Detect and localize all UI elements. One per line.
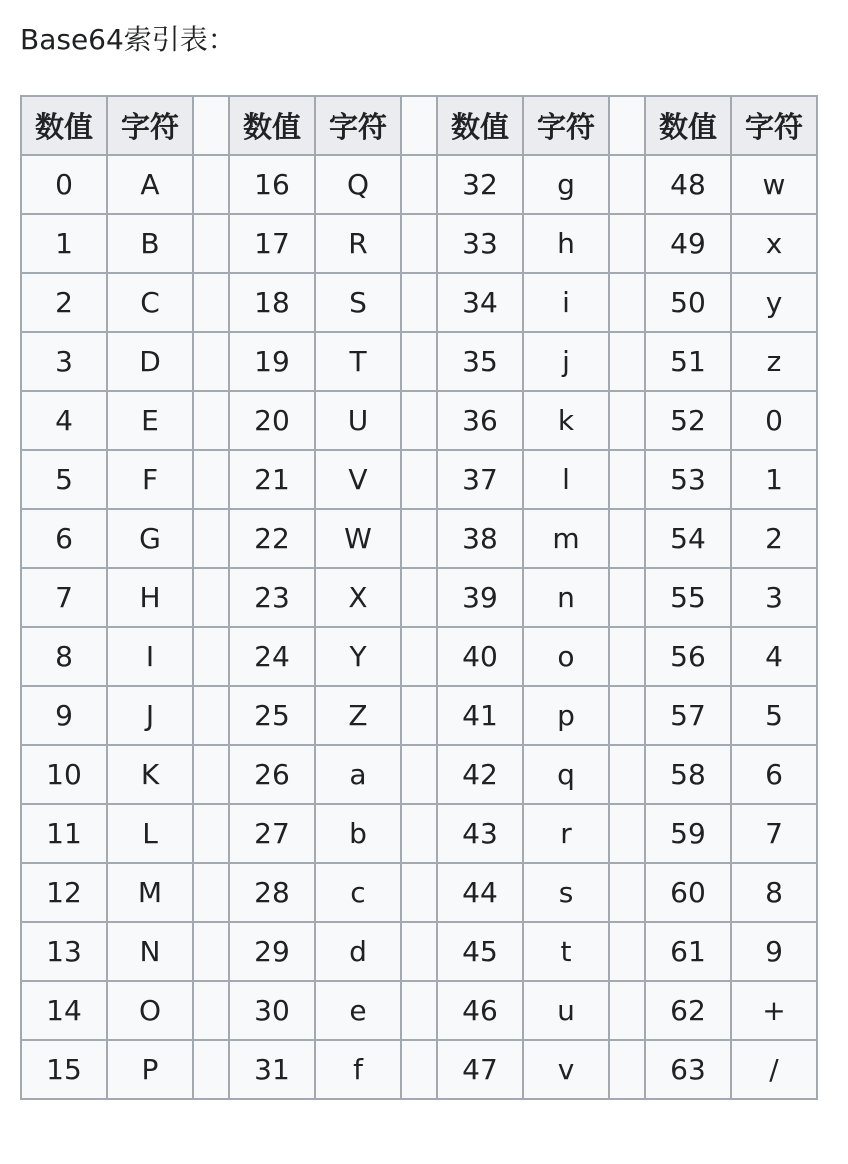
column-gap [401,450,437,509]
column-gap [609,96,645,155]
cell-value: 28 [229,863,315,922]
cell-value: 62 [645,981,731,1040]
cell-value: 13 [21,922,107,981]
cell-char: f [315,1040,401,1099]
column-gap [609,155,645,214]
cell-char: e [315,981,401,1040]
cell-value: 43 [437,804,523,863]
column-gap [609,391,645,450]
cell-char: 6 [731,745,817,804]
column-gap [401,332,437,391]
column-gap [609,981,645,1040]
cell-value: 20 [229,391,315,450]
cell-value: 39 [437,568,523,627]
table-header-row [21,96,817,155]
cell-char: N [107,922,193,981]
column-gap [193,568,229,627]
cell-value: 51 [645,332,731,391]
cell-char: j [523,332,609,391]
cell-value: 24 [229,627,315,686]
column-gap [193,391,229,450]
cell-value: 55 [645,568,731,627]
cell-char: 0 [731,391,817,450]
column-gap [609,863,645,922]
table-row [21,1040,817,1099]
base64-index-table [20,95,818,1100]
cell-value: 18 [229,273,315,332]
cell-value: 30 [229,981,315,1040]
cell-char: O [107,981,193,1040]
cell-char: S [315,273,401,332]
column-gap [609,804,645,863]
column-gap [609,686,645,745]
cell-value: 63 [645,1040,731,1099]
cell-value: 10 [21,745,107,804]
cell-value: 19 [229,332,315,391]
column-gap [401,745,437,804]
page-title: Base64索引表： [20,23,236,56]
cell-char: 5 [731,686,817,745]
cell-value: 0 [21,155,107,214]
table-row [21,155,817,214]
cell-char: 8 [731,863,817,922]
column-gap [401,273,437,332]
cell-value: 61 [645,922,731,981]
cell-value: 53 [645,450,731,509]
cell-value: 47 [437,1040,523,1099]
cell-value: 27 [229,804,315,863]
cell-char: v [523,1040,609,1099]
cell-char: Z [315,686,401,745]
cell-char: U [315,391,401,450]
cell-char: w [731,155,817,214]
cell-value: 7 [21,568,107,627]
cell-value: 3 [21,332,107,391]
column-gap [193,96,229,155]
column-gap [401,1040,437,1099]
cell-value: 58 [645,745,731,804]
table-row [21,214,817,273]
cell-value: 60 [645,863,731,922]
cell-char: I [107,627,193,686]
cell-char: g [523,155,609,214]
table-row [21,981,817,1040]
cell-value: 56 [645,627,731,686]
cell-value: 15 [21,1040,107,1099]
table-row [21,509,817,568]
cell-char: 9 [731,922,817,981]
cell-char: 7 [731,804,817,863]
column-gap [193,332,229,391]
cell-char: W [315,509,401,568]
cell-value: 6 [21,509,107,568]
cell-char: H [107,568,193,627]
table-row [21,273,817,332]
cell-char: F [107,450,193,509]
cell-value: 11 [21,804,107,863]
cell-value: 16 [229,155,315,214]
cell-char: J [107,686,193,745]
table-row [21,627,817,686]
column-gap [401,155,437,214]
column-gap [193,450,229,509]
cell-value: 1 [21,214,107,273]
cell-char: L [107,804,193,863]
column-gap [193,745,229,804]
header-value: 数值 [437,96,523,155]
cell-value: 12 [21,863,107,922]
column-gap [401,627,437,686]
column-gap [401,214,437,273]
column-gap [609,627,645,686]
cell-value: 44 [437,863,523,922]
column-gap [401,686,437,745]
cell-value: 33 [437,214,523,273]
column-gap [401,804,437,863]
cell-char: 2 [731,509,817,568]
cell-value: 29 [229,922,315,981]
cell-char: t [523,922,609,981]
cell-value: 52 [645,391,731,450]
column-gap [609,450,645,509]
column-gap [609,214,645,273]
column-gap [609,568,645,627]
cell-value: 31 [229,1040,315,1099]
cell-value: 49 [645,214,731,273]
cell-char: T [315,332,401,391]
cell-value: 32 [437,155,523,214]
table-row [21,391,817,450]
column-gap [401,391,437,450]
column-gap [193,155,229,214]
cell-char: R [315,214,401,273]
cell-value: 59 [645,804,731,863]
cell-value: 9 [21,686,107,745]
cell-char: A [107,155,193,214]
cell-char: C [107,273,193,332]
cell-char: 1 [731,450,817,509]
cell-char: l [523,450,609,509]
column-gap [193,509,229,568]
table-row [21,332,817,391]
cell-value: 50 [645,273,731,332]
cell-value: 35 [437,332,523,391]
cell-char: / [731,1040,817,1099]
cell-char: z [731,332,817,391]
table-row [21,804,817,863]
column-gap [609,509,645,568]
cell-value: 25 [229,686,315,745]
column-gap [193,922,229,981]
cell-value: 48 [645,155,731,214]
cell-char: 3 [731,568,817,627]
cell-char: Y [315,627,401,686]
cell-char: c [315,863,401,922]
cell-char: B [107,214,193,273]
cell-char: s [523,863,609,922]
column-gap [193,627,229,686]
cell-value: 45 [437,922,523,981]
column-gap [401,96,437,155]
cell-value: 36 [437,391,523,450]
cell-char: P [107,1040,193,1099]
cell-char: V [315,450,401,509]
column-gap [401,568,437,627]
cell-value: 34 [437,273,523,332]
cell-char: G [107,509,193,568]
header-value: 数值 [645,96,731,155]
cell-value: 40 [437,627,523,686]
cell-value: 4 [21,391,107,450]
cell-value: 5 [21,450,107,509]
cell-char: K [107,745,193,804]
cell-char: a [315,745,401,804]
cell-value: 2 [21,273,107,332]
column-gap [609,1040,645,1099]
cell-value: 21 [229,450,315,509]
table-row [21,745,817,804]
cell-char: D [107,332,193,391]
table-body [21,155,817,1099]
cell-char: y [731,273,817,332]
cell-char: o [523,627,609,686]
column-gap [401,863,437,922]
cell-char: 4 [731,627,817,686]
table-row [21,863,817,922]
header-char: 字符 [523,96,609,155]
column-gap [609,273,645,332]
cell-value: 37 [437,450,523,509]
cell-char: n [523,568,609,627]
cell-value: 22 [229,509,315,568]
cell-char: + [731,981,817,1040]
cell-value: 17 [229,214,315,273]
cell-char: h [523,214,609,273]
cell-char: X [315,568,401,627]
cell-char: Q [315,155,401,214]
cell-value: 42 [437,745,523,804]
cell-char: k [523,391,609,450]
column-gap [193,863,229,922]
header-char: 字符 [107,96,193,155]
column-gap [193,804,229,863]
cell-char: E [107,391,193,450]
cell-value: 46 [437,981,523,1040]
column-gap [193,273,229,332]
column-gap [609,332,645,391]
cell-char: i [523,273,609,332]
cell-value: 57 [645,686,731,745]
header-value: 数值 [21,96,107,155]
cell-char: M [107,863,193,922]
header-value: 数值 [229,96,315,155]
column-gap [193,1040,229,1099]
cell-value: 23 [229,568,315,627]
table-row [21,922,817,981]
cell-char: p [523,686,609,745]
table-row [21,568,817,627]
cell-value: 8 [21,627,107,686]
column-gap [401,922,437,981]
cell-char: b [315,804,401,863]
cell-char: x [731,214,817,273]
cell-value: 41 [437,686,523,745]
cell-value: 38 [437,509,523,568]
table-row [21,450,817,509]
cell-value: 26 [229,745,315,804]
cell-char: q [523,745,609,804]
header-char: 字符 [731,96,817,155]
header-char: 字符 [315,96,401,155]
cell-char: r [523,804,609,863]
cell-char: m [523,509,609,568]
column-gap [401,981,437,1040]
cell-value: 54 [645,509,731,568]
column-gap [609,745,645,804]
column-gap [401,509,437,568]
cell-value: 14 [21,981,107,1040]
column-gap [193,686,229,745]
column-gap [193,214,229,273]
table-row [21,686,817,745]
column-gap [609,922,645,981]
cell-char: u [523,981,609,1040]
column-gap [193,981,229,1040]
cell-char: d [315,922,401,981]
